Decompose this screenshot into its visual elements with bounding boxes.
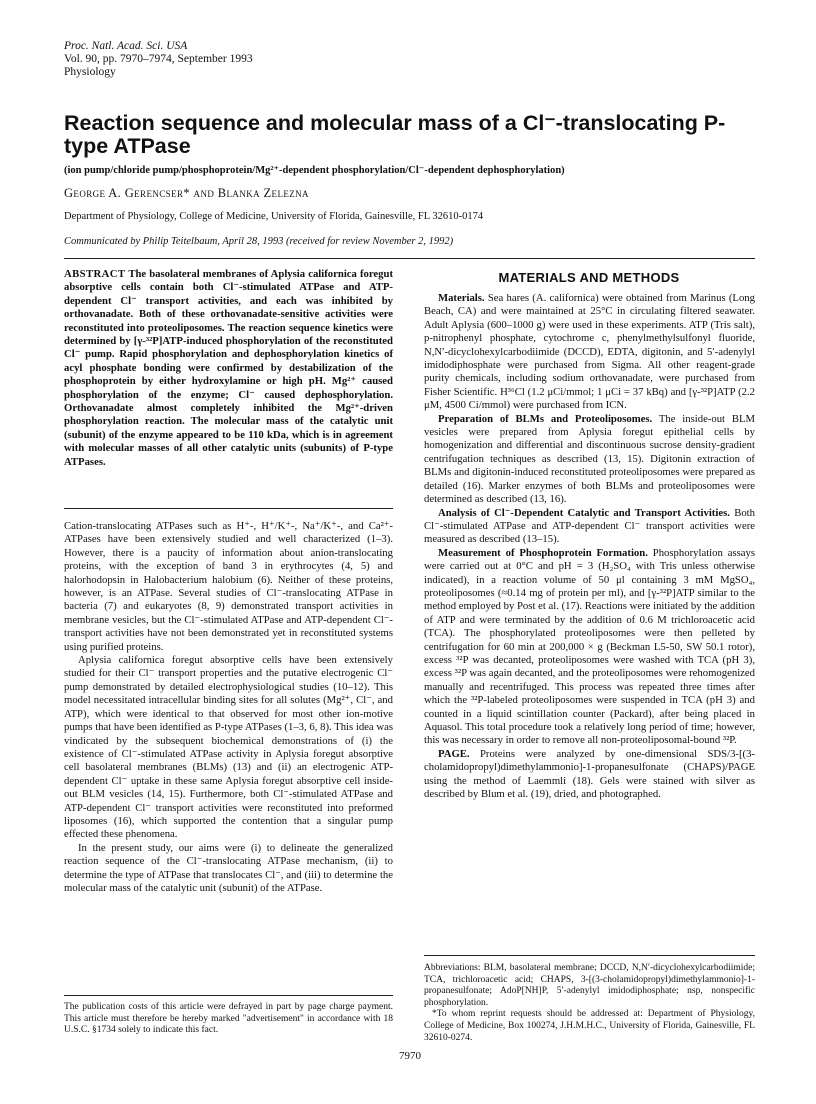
section-text: Both Cl⁻-stimulated ATPase and ATP-dependent Cl⁻ transport activities were measured as described (13–15).: [424, 506, 755, 546]
correspondence: *To whom reprint requests should be addressed at: Department of Physiology, College of Medicine, Box 100274, J.H.M.H.C., University of Florida, Gainesville, FL 32610-0274.: [424, 1009, 755, 1043]
methods-heading: MATERIALS AND METHODS: [498, 270, 680, 285]
section-head: Preparation of BLMs and Proteoliposomes.: [438, 412, 653, 425]
journal-header: [64, 40, 253, 79]
section-head: Measurement of Phosphoprotein Formation.: [438, 546, 648, 559]
methods-paragraph: [424, 413, 755, 507]
section-text: The inside-out BLM vesicles were prepared from Aplysia foregut epithelial cells by homogenization and differential and discontinuous sucrose density-gradient centrifugation techniques as described (13, 15). Digitonin extraction of BLMs and digitonin-induced reconstituted proteoliposomes were prepared as detailed (16). Marker enzymes of both BLMs and proteoliposomes were determined as described (13, 16).: [424, 412, 756, 506]
abstract-label: ABSTRACT: [64, 268, 126, 280]
volume-info: Vol. 90, pp. 7970–7974, September 1993: [64, 53, 253, 65]
section-head: Analysis of Cl⁻-Dependent Catalytic and Transport Activities.: [438, 506, 730, 519]
section-head: Materials.: [438, 292, 485, 304]
intro-paragraph: In the present study, our aims were (i) to delineate the generalized reaction sequence of the Cl⁻-translocating ATPase mechanism, (ii) to determine the type of ATPase that translocates Cl⁻, and (iii) to determine the molecular mass of the catalytic unit (subunit) of the ATPase.: [64, 841, 393, 894]
article-title: Reaction sequence and molecular mass of a Cl⁻-translocating P-type ATPase: [64, 111, 726, 158]
section-text: Proteins were analyzed by one-dimensional SDS/3-[(3-cholamidopropyl)dimethylammonio]-1-propanesulfonate (CHAPS)/PAGE using the method of Laemmli (18). Gels were stained with silver as described by Blum et al. (19), dried, and photographed.: [424, 747, 755, 801]
abstract-divider: [64, 508, 393, 509]
methods-paragraph: [424, 748, 755, 802]
publication-cost-footnote: The publication costs of this article were defrayed in part by page charge payment. This article must therefore be hereby marked "advertisement" in accordance with 18 U.S.C. §1734 solely to indicate this fact.: [64, 1002, 393, 1036]
communicated-line: Communicated by Philip Teitelbaum, April 28, 1993 (received for review November 2, 1992): [64, 236, 454, 247]
affiliation: Department of Physiology, College of Medicine, University of Florida, Gainesville, FL 32610-0174: [64, 211, 484, 222]
abbreviations-divider: [424, 955, 755, 956]
page-number: 7970: [399, 1050, 421, 1062]
section-head: PAGE.: [438, 747, 470, 760]
methods-paragraph: [424, 507, 755, 547]
methods-paragraph: [424, 547, 755, 748]
methods-paragraph: [424, 292, 755, 413]
keywords: (ion pump/chloride pump/phosphoprotein/Mg²⁺-dependent phosphorylation/Cl⁻-dependent dephosphorylation): [64, 165, 565, 176]
intro-paragraph: Cation-translocating ATPases such as H⁺-, H⁺/K⁺-, Na⁺/K⁺-, and Ca²⁺-ATPases have been extensively studied and well characterized (1–3). However, there is a paucity of information about anion-translocating proteins, with the exception of band 3 in erythrocytes (4, 5) and halorhodopsin in Halobacterium halobium (6). Neither of these proteins, however, is an ATPase. Several studies of Cl⁻-translocating ATPase in bacteria (7) and eukaryotes (8, 9) demonstrated transport activities in membrane vesicles, but the Cl⁻-stimulated ATPase and ATP-dependent Cl⁻-transport activities have not been demonstrated yet in reconstituted systems using purified proteins.: [64, 520, 393, 653]
abstract-text: The basolateral membranes of Aplysia californica foregut absorptive cells contain both Cl⁻-stimulated ATPase and ATP-dependent Cl⁻ transport activities, and each was inhibited by orthovanadate. Both of these orthovanadate-sensitive activities were reconstituted into proteoliposomes. The reaction sequence kinetics were determined by [γ-³²P]ATP-induced phosphorylation of the reconstituted Cl⁻ pump. Rapid phosphorylation and dephosphorylation kinetics of acyl phosphate bonding were confirmed by destabilization of the phosphoprotein by either hydroxylamine or high pH. Mg²⁺ caused phosphorylation of the enzyme; Cl⁻ caused dephosphorylation. Orthovanadate almost completely inhibited the Mg²⁺-driven phosphorylation reaction. The molecular mass of the catalytic unit (subunit) of the enzyme appeared to be 110 kDa, which is in agreement with molecular masses of all other catalytic units (subunits) of P-type ATPases.: [64, 268, 394, 468]
introduction: [64, 520, 393, 895]
section-text: Phosphorylation assays were carried out at 0°C and pH = 3 (H₂SO₄ with Tris unless otherwise indicated), in a reaction volume of 50 μl containing 3 mM MgSO₄, proteoliposomes (≈0.14 mg of protein per ml), and [γ-³²P]ATP similar to the method employed by Post et al. (17). Reactions were initiated by the addition of ATP and were terminated by the addition of 0.6 M trichloroacetic acid (TCA). The phosphorylated proteoliposomes were then pelleted by centrifugation for 60 min at 200,000 × g (Beckman L5-50, SW 50.1 rotor), excess ³²P was decanted, proteoliposomes were washed with TCA (pH 3), excess ³²P was again decanted, and the proteoliposomes were rehomogenized manually and recentrifuged. This process was repeated three times after which the ³²P-labeled proteoliposomes were suspended in TCA (pH 3) and counted in a liquid scintillation counter (Packard), after being placed in Aquasol. This total procedure took a relatively long period of time; however, this was necessary in order to remove all non-proteoliposomal-bound ³²P.: [424, 546, 756, 747]
abbreviations-footnote: [424, 963, 755, 1044]
methods-body: [424, 292, 755, 801]
journal-name: Proc. Natl. Acad. Sci. USA: [64, 40, 188, 52]
abstract: [64, 268, 393, 469]
footnote-divider: [64, 995, 393, 996]
section-text: Sea hares (A. californica) were obtained from Marinus (Long Beach, CA) and were maintained at 25°C in circulating filtered seawater. Adult Aplysia (600–1000 g) were used in these experiments. ATP (Tris salt), p-nitrophenyl phosphate, cytochrome c, phenylmethylsulfonyl fluoride, N,N′-dicyclohexylcarbodiimide (DCCD), EDTA, digitonin, and 5′-adenylyl imidodiphosphate were purchased from Sigma. All other reagent-grade purity chemicals, including sodium orthovanadate, were purchased from Fisher Scientific. H³⁶Cl (1.2 μCi/mmol; 1 μCi = 37 kBq) and [γ-³²P]ATP (2.2 μM, 4500 Ci/mmol) were purchased from ICN.: [424, 292, 755, 412]
section-label: Physiology: [64, 66, 116, 78]
intro-paragraph: Aplysia californica foregut absorptive cells have been extensively studied for their Cl⁻ transport properties and the putative electrogenic Cl⁻ pump demonstrated by detailed electrophysiological studies (10–12). This model necessitated intracellular binding sites for all solutes (Mg²⁺, Cl⁻, and ATP), which were identical to that observed for most other ion-motive pumps that have been identified as P-type ATPases (1–3, 6, 8). This idea was vindicated by the subsequent biochemical demonstrations of (i) the existence of Cl⁻-stimulated ATPase activity in Aplysia foregut absorptive cell basolateral membranes (BLMs) (13) and (ii) an electrogenic ATP-dependent Cl⁻ uptake in these same Aplysia foregut absorptive cell inside-out BLM vesicles (14, 15). Furthermore, both Cl⁻-stimulated ATPase and ATP-dependent Cl⁻ transport activities were reconstituted into preformed liposomes (16), which supported the contention that a singular pump effected these phenomena.: [64, 654, 393, 841]
abbreviations: Abbreviations: BLM, basolateral membrane; DCCD, N,N′-dicyclohexylcarbodiimide; TCA, trichloroacetic acid; CHAPS, 3-[(3-cholamidopropyl)dimethylammonio]-1-propanesulfonate; AdoP[NH]P, 5′-adenylyl imidodiphosphate; nsp, nonspecific phosphorylation.: [424, 963, 755, 1008]
authors: George A. Gerencser* and Blanka Zelezna: [64, 186, 309, 200]
header-divider: [64, 258, 755, 259]
